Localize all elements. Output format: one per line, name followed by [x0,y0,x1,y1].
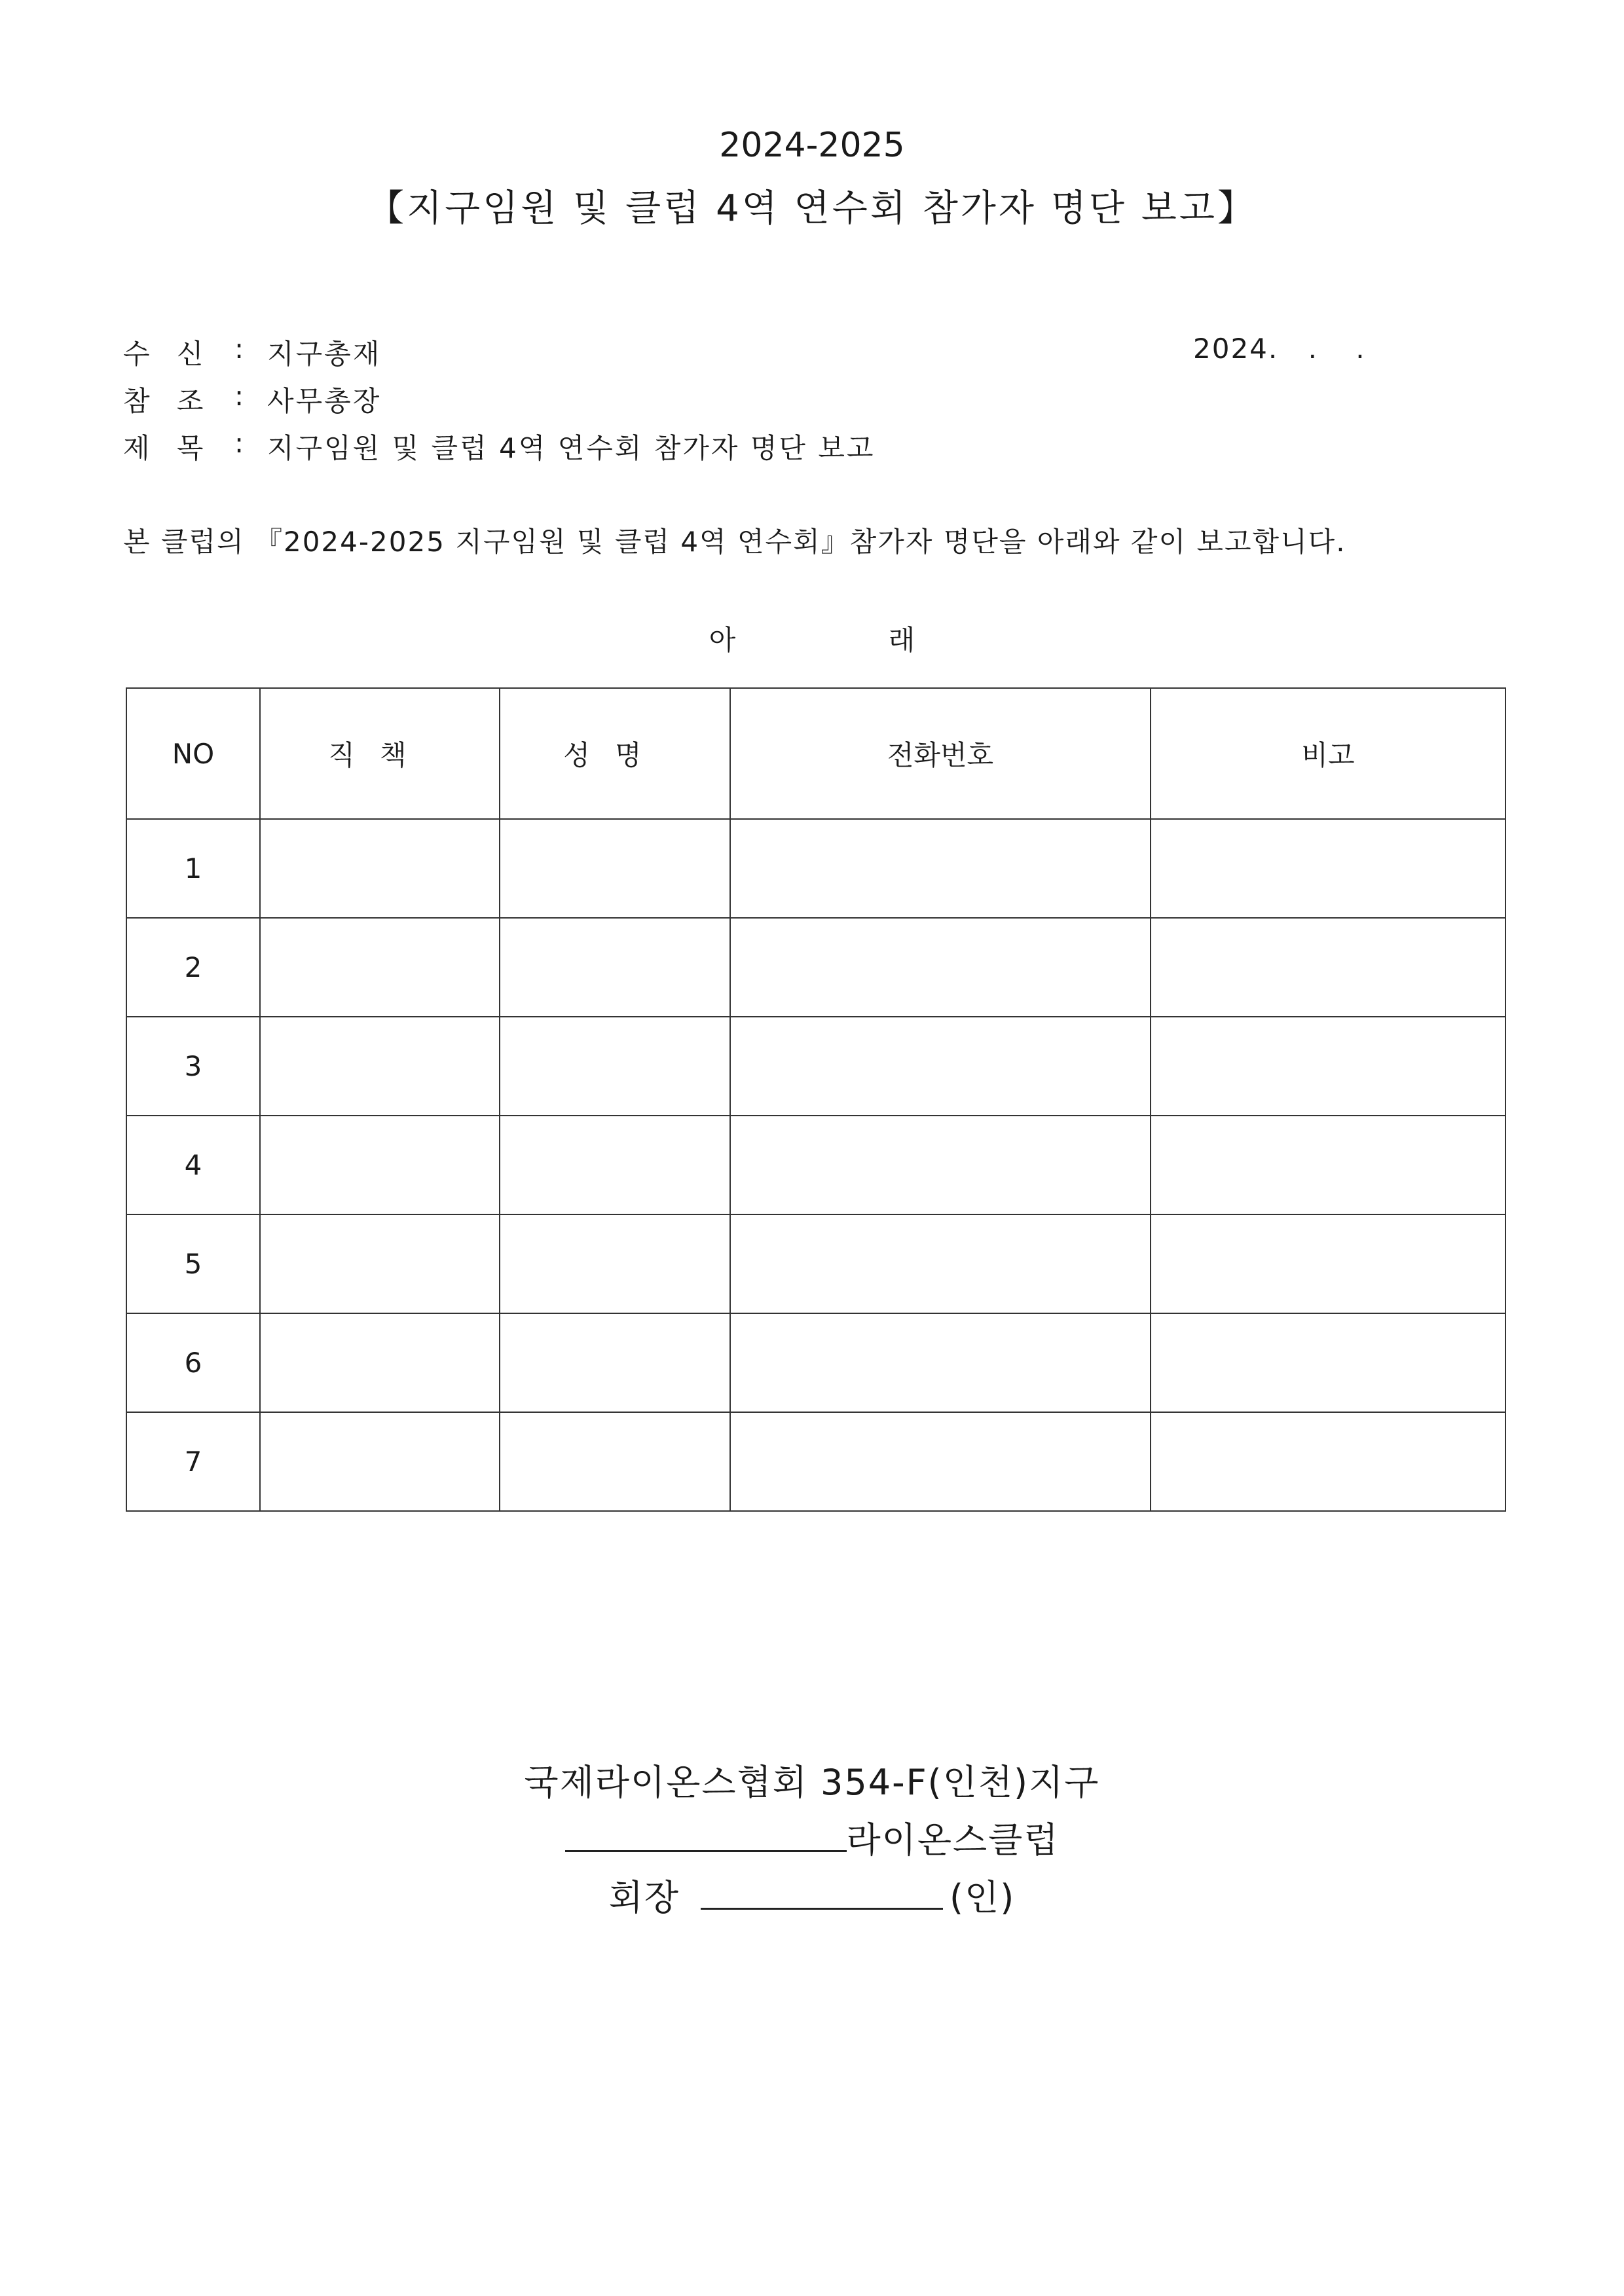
table-header-row [126,688,1505,819]
note-cell[interactable] [1151,1017,1505,1116]
row-number: 3 [126,1017,260,1116]
column-header-no: NO [126,688,260,819]
table-row [126,1116,1505,1214]
phone-cell[interactable] [730,1313,1151,1412]
column-header-phone: 전화번호 [730,688,1151,819]
notice-right: 래 [888,624,915,656]
body-paragraph: 본 클럽의 『2024-2025 지구임원 및 클럽 4역 연수회』참가자 명단을 아래와 같이 보고합니다. [123,526,1346,558]
club-name-blank[interactable] [565,1821,847,1852]
column-header-position: 직책 [260,688,500,819]
column-header-name: 성명 [500,688,730,819]
president-label: 회장 [608,1877,680,1918]
report-date-blanks: . . [1308,333,1366,365]
subject-row [123,427,875,466]
recipient-label: 수 신 [123,338,213,370]
subject-label: 제 목 [123,432,213,464]
reference-row [123,380,381,419]
notice-left: 아 [709,624,736,656]
note-cell[interactable] [1151,1214,1505,1313]
table-row [126,918,1505,1017]
phone-cell[interactable] [730,819,1151,918]
note-cell[interactable] [1151,1412,1505,1511]
row-number: 1 [126,819,260,918]
row-number: 4 [126,1116,260,1214]
report-date [1193,333,1366,365]
row-number: 6 [126,1313,260,1412]
phone-cell[interactable] [730,918,1151,1017]
name-cell[interactable] [500,1412,730,1511]
table-row [126,819,1505,918]
participant-table [126,687,1506,1512]
reference-label: 참 조 [123,385,213,417]
document-year: 2024-2025 [719,126,905,165]
table-row [126,1412,1505,1511]
organization-name: 국제라이온스협회 354-F(인천)지구 [524,1762,1100,1803]
subject-colon: : [234,427,246,459]
table-row [126,1313,1505,1412]
recipient-value: 지구총재 [267,338,382,370]
president-line [0,1870,1624,1920]
reference-colon: : [234,380,246,412]
note-cell[interactable] [1151,1116,1505,1214]
position-cell[interactable] [260,1313,500,1412]
name-cell[interactable] [500,1214,730,1313]
name-cell[interactable] [500,1017,730,1116]
phone-cell[interactable] [730,1412,1151,1511]
row-number: 2 [126,918,260,1017]
name-cell[interactable] [500,1313,730,1412]
position-cell[interactable] [260,1017,500,1116]
position-cell[interactable] [260,918,500,1017]
note-cell[interactable] [1151,918,1505,1017]
position-cell[interactable] [260,819,500,918]
position-cell[interactable] [260,1116,500,1214]
note-cell[interactable] [1151,1313,1505,1412]
report-date-year: 2024. [1193,333,1279,365]
row-number: 7 [126,1412,260,1511]
position-cell[interactable] [260,1412,500,1511]
club-suffix: 라이온스클럽 [846,1819,1060,1861]
club-name-line [0,1812,1624,1863]
phone-cell[interactable] [730,1214,1151,1313]
table-row [126,1214,1505,1313]
recipient-colon: : [234,333,246,365]
row-number: 5 [126,1214,260,1313]
recipient-row [123,333,381,372]
name-cell[interactable] [500,1116,730,1214]
phone-cell[interactable] [730,1116,1151,1214]
table-row [126,1017,1505,1116]
position-cell[interactable] [260,1214,500,1313]
phone-cell[interactable] [730,1017,1151,1116]
name-cell[interactable] [500,918,730,1017]
name-cell[interactable] [500,819,730,918]
notice-heading [0,619,1624,658]
column-header-note: 비고 [1151,688,1505,819]
subject-value: 지구임원 및 클럽 4역 연수회 참가자 명단 보고 [267,432,876,464]
president-name-blank[interactable] [701,1879,943,1910]
seal-mark: (인) [950,1877,1016,1918]
note-cell[interactable] [1151,819,1505,918]
reference-value: 사무총장 [267,385,382,417]
document-title: 【지구임원 및 클럽 4역 연수회 참가자 명단 보고】 [367,187,1257,230]
